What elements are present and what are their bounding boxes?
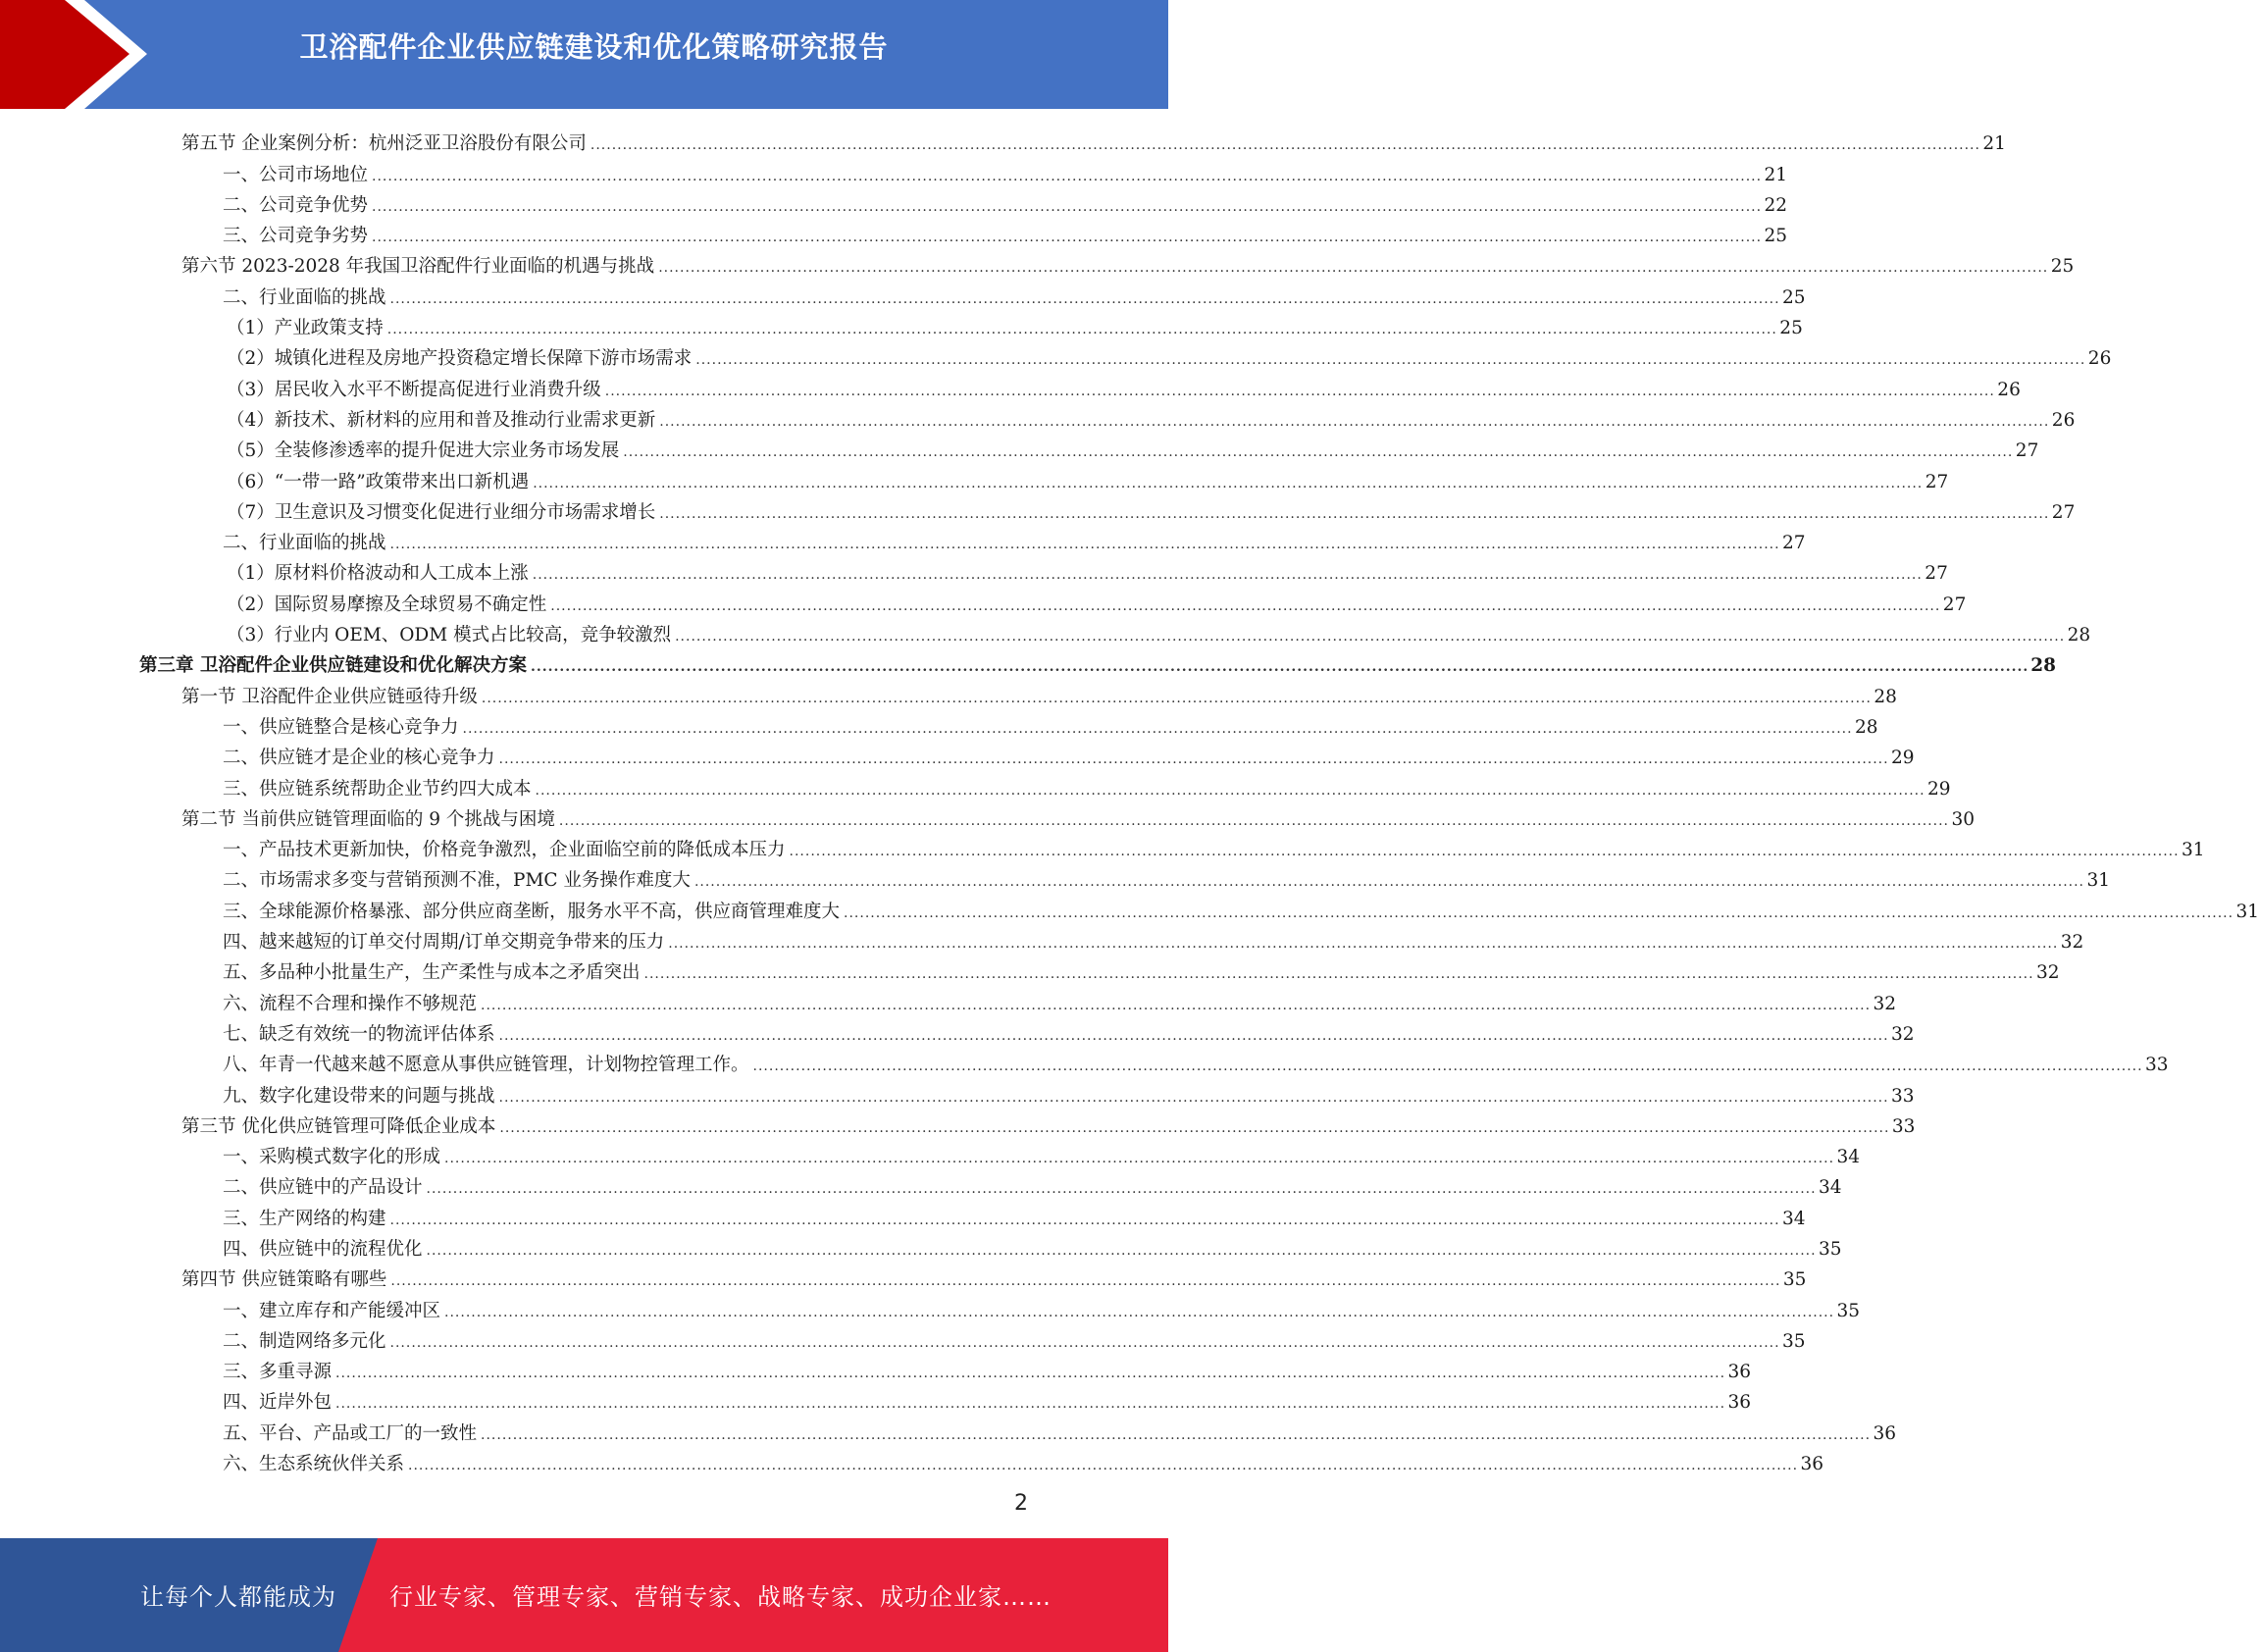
- toc-entry[interactable]: [0, 432, 2039, 462]
- toc-entry-title: 二、行业面临的挑战: [223, 287, 390, 309]
- toc-entry-title: （3）行业内 OEM、ODM 模式占比较高，竞争较激烈: [227, 625, 675, 646]
- toc-entry-page: 36: [1727, 1392, 1752, 1414]
- toc-entry-title: 三、生产网络的构建: [223, 1209, 390, 1230]
- toc-entry-page: 33: [2145, 1055, 2169, 1076]
- toc-entry[interactable]: [0, 1230, 1842, 1261]
- toc-entry-title: 第四节 供应链策略有哪些: [181, 1269, 390, 1291]
- toc-entry-title: （5）全装修渗透率的提升促进大宗业务市场发展: [227, 440, 623, 462]
- toc-leader-dots: ....................................................................................................................................................................................................................................................................: [481, 1426, 1872, 1443]
- toc-entry[interactable]: [0, 984, 1897, 1014]
- toc-entry-page: 32: [1891, 1023, 1915, 1045]
- toc-leader-dots: ....................................................................................................................................................................................................................................................................: [550, 597, 1941, 614]
- toc-leader-dots: ....................................................................................................................................................................................................................................................................: [535, 782, 1925, 799]
- toc-entry[interactable]: [0, 524, 1806, 554]
- toc-leader-dots: ....................................................................................................................................................................................................................................................................: [386, 322, 1777, 338]
- toc-entry-page: 35: [1819, 1238, 1842, 1260]
- toc-entry[interactable]: [0, 278, 1806, 308]
- toc-entry-title: 七、缺乏有效统一的物流评估体系: [223, 1024, 499, 1046]
- toc-leader-dots: ....................................................................................................................................................................................................................................................................: [623, 444, 2014, 461]
- toc-entry-title: 第一节 卫浴配件企业供应链亟待升级: [181, 687, 482, 708]
- toc-entry-page: 34: [1819, 1177, 1842, 1199]
- toc-entry[interactable]: [0, 186, 1788, 217]
- toc-entry[interactable]: [0, 493, 2076, 524]
- toc-entry-page: 21: [1982, 133, 2006, 155]
- toc-entry-title: 二、公司竞争优势: [223, 195, 372, 217]
- toc-entry-title: 五、多品种小批量生产，生产柔性与成本之矛盾突出: [223, 962, 644, 984]
- toc-entry[interactable]: [0, 155, 1788, 185]
- toc-entry-page: 35: [1836, 1300, 1861, 1321]
- toc-entry[interactable]: [0, 1015, 1915, 1046]
- toc-entry-title: 一、建立库存和产能缓冲区: [223, 1301, 444, 1322]
- toc-leader-dots: ....................................................................................................................................................................................................................................................................: [844, 904, 2234, 921]
- toc-entry-page: 22: [1764, 194, 1788, 216]
- toc-entry[interactable]: [0, 769, 1951, 800]
- footer-slogan-right: 行业专家、管理专家、营销专家、战略专家、成功企业家……: [389, 1583, 1052, 1611]
- toc-entry[interactable]: [0, 1108, 1916, 1138]
- toc-entry-title: 第五节 企业案例分析：杭州泛亚卫浴股份有限公司: [181, 133, 590, 155]
- toc-leader-dots: ....................................................................................................................................................................................................................................................................: [533, 475, 1924, 491]
- toc-entry-title: 八、年青一代越来越不愿意从事供应链管理，计划物控管理工作。: [223, 1055, 753, 1076]
- toc-leader-dots: ....................................................................................................................................................................................................................................................................: [481, 690, 1872, 706]
- toc-entry-title: 四、近岸外包: [223, 1392, 335, 1414]
- table-of-contents: [0, 125, 2259, 1475]
- toc-entry-title: 六、生态系统伙伴关系: [223, 1454, 408, 1475]
- toc-entry-page: 29: [1891, 748, 1915, 769]
- toc-entry-page: 25: [1782, 286, 1806, 308]
- toc-entry-page: 35: [1782, 1330, 1806, 1352]
- toc-entry-title: 三、多重寻源: [223, 1362, 335, 1383]
- toc-entry-title: （7）卫生意识及习惯变化促进行业细分市场需求增长: [227, 502, 659, 524]
- toc-entry[interactable]: [0, 1291, 1861, 1321]
- toc-entry-page: 34: [1782, 1208, 1806, 1229]
- toc-entry-title: 五、平台、产品或工厂的一致性: [223, 1423, 481, 1445]
- toc-entry[interactable]: [0, 861, 2110, 892]
- toc-entry-page: 21: [1764, 164, 1788, 185]
- toc-entry-title: （6）“一带一路”政策带来出口新机遇: [227, 472, 533, 493]
- toc-entry-page: 27: [1782, 533, 1806, 554]
- toc-entry[interactable]: [0, 125, 2006, 155]
- toc-entry[interactable]: [0, 1261, 1807, 1291]
- toc-entry[interactable]: [0, 1383, 1752, 1414]
- toc-entry-page: 33: [1891, 1085, 1915, 1107]
- report-title: 卫浴配件企业供应链建设和优化策略研究报告: [299, 30, 889, 64]
- toc-entry-title: 二、供应链才是企业的核心竞争力: [223, 748, 499, 769]
- toc-entry-title: 第三节 优化供应链管理可降低企业成本: [181, 1116, 499, 1138]
- toc-entry-title: 第二节 当前供应链管理面临的 9 个挑战与困境: [181, 809, 559, 831]
- toc-entry-page: 28: [1855, 716, 1878, 738]
- toc-entry-title: （1）产业政策支持: [227, 318, 387, 339]
- toc-entry[interactable]: [0, 1138, 1861, 1168]
- toc-entry-page: 25: [1779, 318, 1803, 339]
- toc-leader-dots: ....................................................................................................................................................................................................................................................................: [498, 1027, 1889, 1044]
- toc-entry-page: 29: [1927, 778, 1951, 800]
- toc-entry-title: 二、市场需求多变与营销预测不准，PMC 业务操作难度大: [223, 870, 694, 892]
- toc-entry[interactable]: [0, 677, 1897, 707]
- toc-entry-title: 四、越来越短的订单交付周期/订单交期竞争带来的压力: [223, 932, 668, 954]
- toc-entry-page: 31: [2086, 870, 2110, 892]
- toc-leader-dots: ....................................................................................................................................................................................................................................................................: [498, 1089, 1889, 1106]
- toc-leader-dots: ....................................................................................................................................................................................................................................................................: [789, 844, 2180, 860]
- toc-entry[interactable]: [0, 831, 2205, 861]
- toc-entry-page: 32: [2060, 932, 2084, 954]
- toc-entry[interactable]: [0, 800, 1975, 831]
- toc-leader-dots: ....................................................................................................................................................................................................................................................................: [389, 290, 1780, 307]
- toc-leader-dots: ....................................................................................................................................................................................................................................................................: [426, 1242, 1817, 1259]
- toc-entry-page: 34: [1836, 1147, 1861, 1168]
- toc-entry[interactable]: [0, 370, 2021, 400]
- toc-leader-dots: ....................................................................................................................................................................................................................................................................: [532, 567, 1923, 584]
- toc-entry-title: 一、供应链整合是核心竞争力: [223, 717, 463, 739]
- toc-leader-dots: ....................................................................................................................................................................................................................................................................: [444, 1151, 1835, 1167]
- toc-entry[interactable]: [0, 309, 1803, 339]
- toc-leader-dots: ....................................................................................................................................................................................................................................................................: [590, 137, 1980, 154]
- toc-entry-page: 25: [1764, 226, 1788, 247]
- toc-entry[interactable]: [0, 616, 2091, 646]
- toc-leader-dots: ....................................................................................................................................................................................................................................................................: [372, 198, 1763, 215]
- toc-entry[interactable]: [0, 1353, 1752, 1383]
- toc-entry-title: 二、行业面临的挑战: [223, 533, 390, 554]
- toc-leader-dots: ....................................................................................................................................................................................................................................................................: [335, 1396, 1726, 1413]
- toc-entry-title: （2）城镇化进程及房地产投资稳定增长保障下游市场需求: [227, 348, 695, 370]
- footer-slogan-left: 让每个人都能成为: [140, 1583, 336, 1611]
- toc-entry-page: 33: [1891, 1115, 1916, 1137]
- toc-leader-dots: ....................................................................................................................................................................................................................................................................: [499, 1119, 1890, 1136]
- page-header: [0, 0, 1168, 109]
- toc-leader-dots: ....................................................................................................................................................................................................................................................................: [498, 751, 1889, 768]
- toc-entry-title: 四、供应链中的流程优化: [223, 1239, 427, 1261]
- toc-entry[interactable]: [0, 739, 1915, 769]
- toc-entry[interactable]: [0, 401, 2076, 432]
- toc-entry[interactable]: [0, 646, 2056, 677]
- toc-entry-page: 26: [2087, 348, 2112, 370]
- toc-entry-page: 26: [2051, 409, 2076, 431]
- toc-entry[interactable]: [0, 1076, 1915, 1107]
- toc-entry[interactable]: [0, 923, 2084, 954]
- toc-entry-title: 三、公司竞争劣势: [223, 226, 372, 247]
- toc-entry[interactable]: [0, 217, 1788, 247]
- toc-entry-page: 30: [1951, 808, 1975, 830]
- toc-entry-page: 32: [1873, 993, 1897, 1014]
- toc-entry[interactable]: [0, 1046, 2169, 1076]
- toc-entry[interactable]: [0, 892, 2259, 922]
- toc-entry-title: 三、全球能源价格暴涨、部分供应商垄断，服务水平不高，供应商管理难度大: [223, 902, 844, 923]
- toc-entry-title: 第三章 卫浴配件企业供应链建设和优化解决方案: [139, 655, 531, 677]
- toc-entry[interactable]: [0, 462, 1949, 492]
- toc-entry-page: 28: [1874, 686, 1897, 707]
- toc-entry-page: 28: [2030, 655, 2056, 677]
- toc-entry-title: 六、流程不合理和操作不够规范: [223, 994, 481, 1015]
- page-number: 2: [1014, 1491, 1028, 1516]
- toc-entry-title: 二、制造网络多元化: [223, 1331, 390, 1353]
- toc-entry[interactable]: [0, 708, 1878, 739]
- toc-leader-dots: ....................................................................................................................................................................................................................................................................: [481, 997, 1872, 1013]
- toc-entry-title: （3）居民收入水平不断提高促进行业消费升级: [227, 380, 605, 401]
- toc-leader-dots: ....................................................................................................................................................................................................................................................................: [462, 720, 1853, 737]
- toc-leader-dots: ....................................................................................................................................................................................................................................................................: [558, 812, 1949, 829]
- toc-leader-dots: ....................................................................................................................................................................................................................................................................: [693, 874, 2084, 891]
- toc-leader-dots: ....................................................................................................................................................................................................................................................................: [658, 260, 2049, 277]
- toc-entry-title: 二、供应链中的产品设计: [223, 1177, 427, 1199]
- toc-entry-page: 36: [1873, 1422, 1897, 1444]
- toc-entry-page: 27: [2051, 501, 2076, 523]
- toc-leader-dots: ....................................................................................................................................................................................................................................................................: [389, 1334, 1780, 1351]
- toc-leader-dots: ....................................................................................................................................................................................................................................................................: [695, 352, 2086, 369]
- toc-entry-title: （4）新技术、新材料的应用和普及推动行业需求更新: [227, 410, 659, 432]
- toc-leader-dots: ....................................................................................................................................................................................................................................................................: [659, 413, 2050, 430]
- toc-entry-title: 一、产品技术更新加快，价格竞争激烈，企业面临空前的降低成本压力: [223, 840, 790, 861]
- toc-entry[interactable]: [0, 1199, 1806, 1229]
- toc-entry[interactable]: [0, 1414, 1897, 1444]
- toc-leader-dots: ....................................................................................................................................................................................................................................................................: [659, 505, 2050, 522]
- toc-entry-page: 31: [2235, 901, 2259, 922]
- toc-entry-page: 27: [1925, 563, 1948, 585]
- toc-entry-page: 36: [1800, 1454, 1824, 1475]
- toc-leader-dots: ....................................................................................................................................................................................................................................................................: [389, 537, 1780, 553]
- toc-entry[interactable]: [0, 247, 2075, 278]
- toc-entry-title: （2）国际贸易摩擦及全球贸易不确定性: [227, 594, 550, 616]
- toc-leader-dots: ....................................................................................................................................................................................................................................................................: [390, 1273, 1781, 1290]
- toc-entry-page: 32: [2036, 962, 2060, 984]
- toc-leader-dots: ....................................................................................................................................................................................................................................................................: [675, 629, 2066, 645]
- toc-entry[interactable]: [0, 554, 1948, 585]
- toc-entry-title: 一、公司市场地位: [223, 165, 372, 186]
- toc-leader-dots: ....................................................................................................................................................................................................................................................................: [444, 1304, 1835, 1320]
- toc-entry[interactable]: [0, 1168, 1842, 1199]
- toc-leader-dots: ....................................................................................................................................................................................................................................................................: [752, 1058, 2143, 1075]
- toc-entry-page: 27: [2015, 440, 2039, 462]
- toc-entry[interactable]: [0, 1445, 1824, 1475]
- toc-leader-dots: ....................................................................................................................................................................................................................................................................: [335, 1366, 1726, 1382]
- toc-entry-page: 27: [1942, 594, 1967, 615]
- toc-leader-dots: ....................................................................................................................................................................................................................................................................: [530, 659, 2029, 676]
- page-footer: [0, 1538, 1168, 1652]
- toc-entry-title: 三、供应链系统帮助企业节约四大成本: [223, 779, 536, 800]
- toc-entry[interactable]: [0, 1322, 1806, 1353]
- toc-entry[interactable]: [0, 954, 2060, 984]
- toc-entry-title: （1）原材料价格波动和人工成本上涨: [227, 563, 533, 585]
- toc-leader-dots: ....................................................................................................................................................................................................................................................................: [408, 1458, 1799, 1474]
- toc-entry-page: 28: [2067, 625, 2091, 646]
- toc-leader-dots: ....................................................................................................................................................................................................................................................................: [668, 936, 2059, 953]
- toc-leader-dots: ....................................................................................................................................................................................................................................................................: [372, 230, 1763, 246]
- toc-leader-dots: ....................................................................................................................................................................................................................................................................: [643, 966, 2034, 983]
- toc-entry[interactable]: [0, 339, 2112, 370]
- toc-entry-page: 35: [1782, 1269, 1807, 1291]
- toc-entry-page: 25: [2050, 256, 2075, 278]
- toc-entry[interactable]: [0, 585, 1967, 615]
- toc-entry-page: 31: [2182, 840, 2205, 861]
- toc-entry-title: 九、数字化建设带来的问题与挑战: [223, 1086, 499, 1108]
- toc-entry-title: 一、采购模式数字化的形成: [223, 1147, 444, 1168]
- toc-entry-page: 26: [1997, 379, 2021, 400]
- toc-leader-dots: ....................................................................................................................................................................................................................................................................: [426, 1181, 1817, 1198]
- toc-entry-page: 27: [1925, 471, 1949, 492]
- toc-entry-page: 36: [1727, 1362, 1752, 1383]
- toc-entry-title: 第六节 2023-2028 年我国卫浴配件行业面临的机遇与挑战: [181, 256, 658, 278]
- toc-leader-dots: ....................................................................................................................................................................................................................................................................: [372, 168, 1763, 184]
- toc-leader-dots: ....................................................................................................................................................................................................................................................................: [604, 383, 1995, 399]
- toc-leader-dots: ....................................................................................................................................................................................................................................................................: [389, 1212, 1780, 1228]
